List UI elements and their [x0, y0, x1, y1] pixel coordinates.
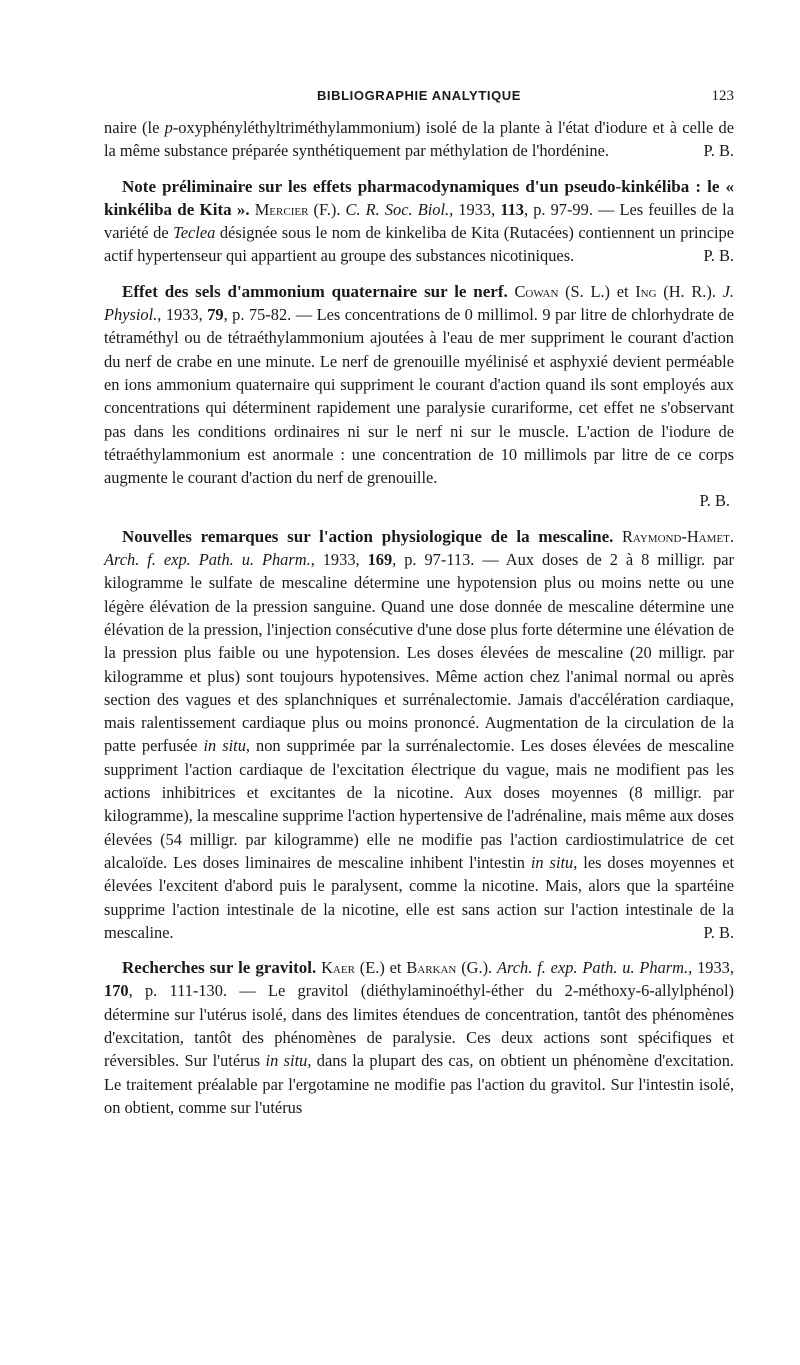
continuation-text-a: naire (le: [104, 118, 165, 137]
conjunction: et: [384, 958, 407, 978]
pages: , p. 111-130.: [128, 981, 228, 1001]
abstract-italic: in situ: [265, 1051, 308, 1071]
entry-title: Nouvelles remarques sur l'action physiologique de la mescaline.: [122, 526, 614, 546]
author-name: Cowan: [514, 281, 559, 301]
journal-name: Arch. f. exp. Path. u. Pharm.: [497, 958, 689, 978]
author-initials: (E.): [359, 958, 385, 978]
author-name: Mercier: [254, 199, 309, 219]
abstract-italic: in situ: [530, 852, 574, 872]
volume: 79: [207, 305, 224, 325]
author-name: Kaer: [321, 958, 355, 978]
volume: 169: [367, 550, 393, 570]
abstract-b: , non supprimée par la surrénalectomie. Les doses élevées de mescaline suppriment l'action cardiaque de l'excitation électrique du vague, mais ne modifient pas les actions inhibitrices et excitantes de la nicotine. Aux doses moyennes (8 milligr. par kilogramme), la mescaline supprime l'action hypertensive de l'adrénaline, mais même aux doses élevées (54 milligr. par kilogramme) elle ne modifie pas l'action cardiostimulatrice de cet alcaloïde. Les doses liminaires de mescaline inhibent l'intestin: [104, 736, 735, 872]
bibliography-entry: [104, 175, 734, 268]
year: , 1933,: [449, 199, 501, 219]
author-name: Ing: [635, 281, 657, 301]
abstract-c: , les doses moyennes et élevées l'excitent d'abord puis le paralysent, comme la nicotine. Mais, alors que la spartéine supprime l'action intestinale de la nicotine, elle est sans action sur l'action intestinale de la mescaline.: [104, 852, 735, 942]
author-initials: (G.).: [461, 958, 493, 978]
author-initials: .: [729, 526, 734, 546]
abstract-a: — Les feuilles de la variété de: [104, 199, 734, 243]
year: , 1933,: [688, 958, 734, 978]
year: , 1933,: [157, 305, 208, 325]
conjunction: et: [610, 281, 636, 301]
running-title: BIBLIOGRAPHIE ANALYTIQUE: [316, 88, 522, 103]
author-initials: (H. R.).: [663, 281, 716, 301]
abstract-italic: Teclea: [173, 223, 216, 243]
signature: P. B.: [703, 922, 734, 942]
volume: 170: [104, 981, 129, 1001]
pages: , p. 75-82.: [223, 305, 292, 325]
signature: P. B.: [703, 246, 734, 266]
bibliography-entry: [104, 280, 734, 513]
volume: 113: [500, 199, 524, 219]
entry-title: Recherches sur le gravitol.: [122, 958, 317, 978]
pages: , p. 97-113.: [392, 550, 475, 570]
pages: , p. 97-99.: [524, 199, 593, 219]
running-head: [104, 88, 734, 110]
abstract-a: — Aux doses de 2 à 8 milligr. par kilogramme le sulfate de mescaline détermine une hypotension plus ou moins nette ou une légère élévation de la pression sanguine. Quand une dose donnée de mescaline détermine une élévation de la pression, l'injection consécutive d'une dose plus forte détermine une élévation de la pression plus faible ou une hypotension. Les doses élevées de mescaline (20 milligr. par kilogramme et plus) sont toujours hypotensives. Même action chez l'animal normal ou après section des vagues et des splanchniques et surrénalectomie. Jamais d'accélération cardiaque, mais ralentissement cardiaque plus ou moins prononcé. Augmentation de la circulation de la patte perfusée: [104, 550, 735, 756]
abstract: — Les concentrations de 0 millimol. 9 par litre de chlorhydrate de tétraméthyl ou de tétraéthylammonium ajoutées à l'eau de mer suppriment le courant d'action du nerf de crabe en une minute. Le nerf de grenouille myélinisé et asphyxié devient perméable en ions ammonium quaternaire qui suppriment le courant d'action quand ils sont employés aux concentrations qui déterminent rapidement une paralysie curariforme, cet effet ne s'observant pas dans les conditions ordinaires ni sur le nerf ni sur le muscle. L'action de l'iodure de tétraéthylammonium est anormale : une concentration de 10 millimols par litre de ce corps augmente le courant d'action du nerf de grenouille.: [104, 305, 734, 488]
journal-name: C. R. Soc. Biol.: [345, 199, 450, 219]
entry-title: Effet des sels d'ammonium quaternaire sur le nerf.: [122, 281, 508, 301]
bibliography-entry: [104, 525, 734, 944]
journal-name: J. Physiol.: [104, 281, 734, 325]
abstract-a: — Le gravitol (diéthylaminoéthyl-éther du 2-méthoxy-6-allylphénol) détermine sur l'utérus isolé, dans des limites étendues de concentration, tantôt des phénomènes d'excitation, tantôt des phénomènes de paralysie. Ces deux actions sont spécifiques et réversibles. Sur l'utérus: [104, 981, 734, 1071]
author-name: Raymond-Hamet: [622, 526, 730, 546]
signature: P. B.: [703, 141, 734, 161]
continuation-paragraph: [104, 116, 734, 163]
signature: P. B.: [699, 491, 730, 511]
year: , 1933,: [310, 550, 368, 570]
abstract-italic: in situ: [203, 736, 246, 756]
author-initials: (S. L.): [565, 281, 611, 301]
author-initials: (F.).: [313, 199, 341, 219]
abstract-b: désignée sous le nom de kinkeliba de Kita (Rutacées) contiennent un principe actif hypertenseur qui appartient au groupe des substances nicotiniques.: [104, 223, 734, 266]
author-name: Barkan: [406, 958, 457, 978]
page-number: 123: [711, 88, 734, 104]
bibliography-entry: [104, 956, 734, 1119]
body-text: [104, 116, 734, 1119]
journal-name: Arch. f. exp. Path. u. Pharm.: [104, 550, 311, 570]
para-prefix: p: [164, 118, 173, 137]
continuation-text-b: -oxyphényléthyltriméthylammonium) isolé de la plante à l'état d'iodure et à celle de la même substance préparée synthétiquement par méthylation de l'hordénine.: [104, 118, 734, 161]
entry-title: Note préliminaire sur les effets pharmacodynamiques d'un pseudo-kinkéliba : le « kinkéliba de Kita ».: [104, 176, 734, 219]
abstract-b: , dans la plupart des cas, on obtient un phénomène d'excitation. Le traitement préalable par l'ergotamine ne modifie pas l'action du gravitol. Sur l'intestin isolé, on obtient, comme sur l'utérus: [104, 1051, 734, 1117]
